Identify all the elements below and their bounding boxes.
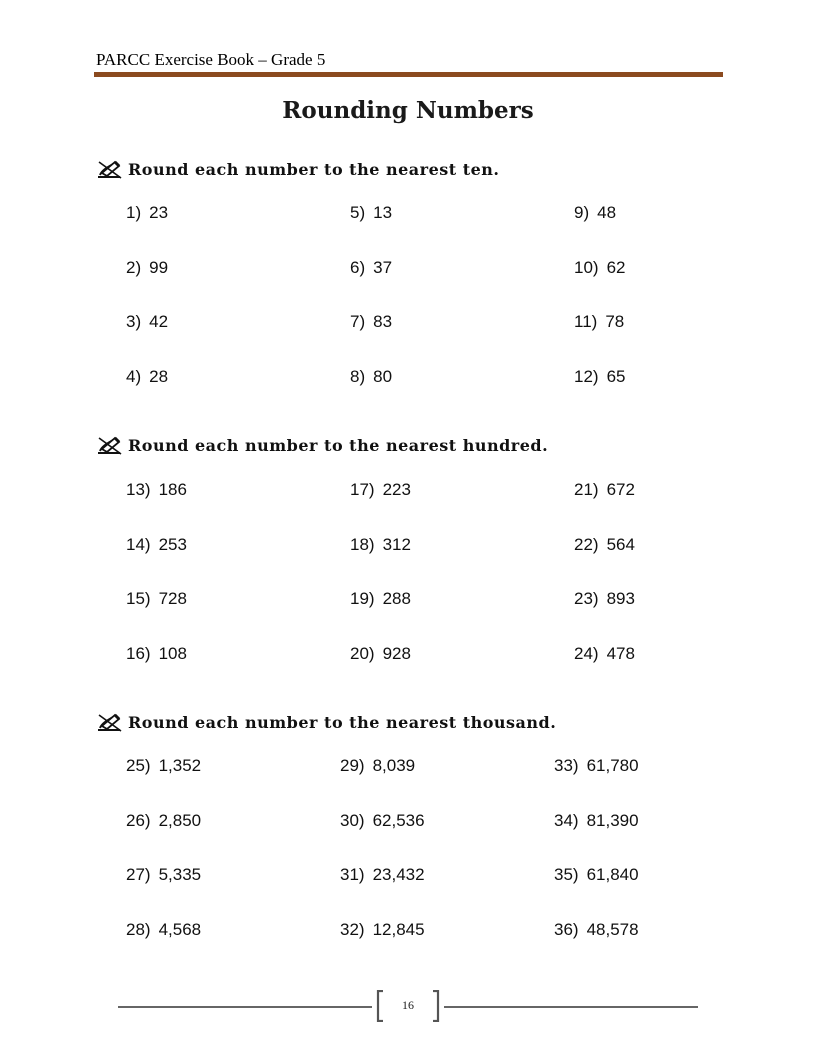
problem-item xyxy=(340,756,415,776)
problem-number: 15) xyxy=(126,589,151,609)
problem-item xyxy=(574,258,626,278)
problem-item xyxy=(574,367,626,387)
problem-item xyxy=(350,312,392,332)
problem-item xyxy=(350,589,411,609)
problem-number: 5) xyxy=(350,203,366,222)
problem-number: 14) xyxy=(126,534,151,554)
header-rule xyxy=(94,72,723,77)
problem-value: 23,432 xyxy=(372,865,425,885)
problem-item xyxy=(350,480,411,500)
problem-item xyxy=(126,480,187,500)
problem-item xyxy=(126,312,168,332)
problem-number: 30) xyxy=(340,810,365,830)
problem-value: 78 xyxy=(605,312,625,332)
problem-value: 13 xyxy=(373,203,393,222)
problem-item xyxy=(574,589,635,609)
header-title: PARCC Exercise Book – Grade 5 xyxy=(96,50,326,69)
problem-item xyxy=(126,589,187,609)
section-heading-text: Round each number to the nearest hundred. xyxy=(128,435,549,455)
problem-value: 564 xyxy=(606,534,635,554)
footer-rule-right xyxy=(444,1006,698,1008)
page-title: Rounding Numbers xyxy=(282,97,534,124)
problem-item xyxy=(554,756,639,776)
problem-number: 10) xyxy=(574,257,599,277)
problem-value: 108 xyxy=(158,644,187,664)
problem-value: 5,335 xyxy=(158,865,202,885)
problem-number: 35) xyxy=(554,865,579,885)
problem-value: 62,536 xyxy=(372,810,425,830)
problem-value: 48 xyxy=(597,203,617,222)
problem-value: 37 xyxy=(373,257,393,277)
problem-number: 25) xyxy=(126,756,151,775)
problem-number: 34) xyxy=(554,810,579,830)
problem-value: 61,780 xyxy=(586,756,639,775)
problem-item xyxy=(350,258,392,278)
problem-number: 26) xyxy=(126,810,151,830)
problem-number: 17) xyxy=(350,480,375,499)
problem-number: 22) xyxy=(574,534,599,554)
problem-number: 32) xyxy=(340,920,365,940)
problem-number: 16) xyxy=(126,644,151,664)
problem-item xyxy=(126,865,201,885)
problem-item xyxy=(574,480,635,500)
problem-item xyxy=(126,258,168,278)
problem-value: 186 xyxy=(158,480,187,499)
problem-item xyxy=(350,203,392,223)
problem-value: 81,390 xyxy=(586,810,639,830)
problem-value: 83 xyxy=(373,312,393,332)
problem-number: 3) xyxy=(126,312,142,332)
problem-item xyxy=(126,644,187,664)
problem-item xyxy=(126,203,168,223)
problem-number: 4) xyxy=(126,367,142,387)
problem-number: 2) xyxy=(126,257,142,277)
problem-value: 223 xyxy=(382,480,411,499)
problem-value: 4,568 xyxy=(158,920,202,940)
problem-item xyxy=(574,312,624,332)
problem-value: 312 xyxy=(382,534,411,554)
problem-value: 99 xyxy=(149,257,169,277)
problem-value: 62 xyxy=(606,257,626,277)
problem-number: 33) xyxy=(554,756,579,775)
problem-number: 27) xyxy=(126,865,151,885)
problem-value: 23 xyxy=(149,203,169,222)
problem-value: 12,845 xyxy=(372,920,425,940)
problem-item xyxy=(554,865,639,885)
problem-value: 928 xyxy=(382,644,411,664)
problem-item xyxy=(554,811,639,831)
right-bracket-icon xyxy=(432,990,440,1022)
problem-value: 48,578 xyxy=(586,920,639,940)
problem-item xyxy=(350,367,392,387)
section-heading-text: Round each number to the nearest ten. xyxy=(128,159,500,179)
problem-item xyxy=(574,535,635,555)
problem-number: 12) xyxy=(574,367,599,387)
problem-number: 9) xyxy=(574,203,590,222)
problem-number: 31) xyxy=(340,865,365,885)
problem-item xyxy=(554,920,639,940)
problem-value: 893 xyxy=(606,589,635,609)
problem-value: 478 xyxy=(606,644,635,664)
problem-item xyxy=(574,644,635,664)
section-heading xyxy=(96,434,548,456)
problem-value: 2,850 xyxy=(158,810,202,830)
problem-value: 80 xyxy=(373,367,393,387)
problem-value: 1,352 xyxy=(158,756,202,775)
problem-number: 11) xyxy=(574,312,598,332)
problem-value: 253 xyxy=(158,534,187,554)
problem-item xyxy=(126,811,201,831)
problem-value: 728 xyxy=(158,589,187,609)
problem-number: 28) xyxy=(126,920,151,940)
problem-value: 28 xyxy=(149,367,169,387)
problem-number: 18) xyxy=(350,534,375,554)
problem-number: 19) xyxy=(350,589,375,609)
problem-item xyxy=(126,756,201,776)
problem-value: 61,840 xyxy=(586,865,639,885)
problem-number: 24) xyxy=(574,644,599,664)
section-heading xyxy=(96,158,499,180)
problem-number: 21) xyxy=(574,480,599,499)
problem-value: 8,039 xyxy=(372,756,416,775)
left-bracket-icon xyxy=(376,990,384,1022)
problem-number: 23) xyxy=(574,589,599,609)
problem-value: 42 xyxy=(149,312,169,332)
problem-item xyxy=(350,535,411,555)
problem-number: 6) xyxy=(350,257,366,277)
pencil-icon xyxy=(96,158,124,180)
problem-value: 672 xyxy=(606,480,635,499)
problem-number: 13) xyxy=(126,480,151,499)
problem-item xyxy=(126,920,201,940)
problem-value: 288 xyxy=(382,589,411,609)
problem-item xyxy=(126,367,168,387)
pencil-icon xyxy=(96,711,124,733)
problem-item xyxy=(340,865,425,885)
problem-item xyxy=(574,203,616,223)
problem-number: 36) xyxy=(554,920,579,940)
problem-number: 20) xyxy=(350,644,375,664)
problem-number: 8) xyxy=(350,367,366,387)
problem-number: 1) xyxy=(126,203,142,222)
problem-item xyxy=(126,535,187,555)
problem-item xyxy=(350,644,411,664)
pencil-icon xyxy=(96,434,124,456)
problem-value: 65 xyxy=(606,367,626,387)
problem-item xyxy=(340,920,425,940)
page-number: 16 xyxy=(402,998,414,1012)
footer-rule-left xyxy=(118,1006,372,1008)
problem-item xyxy=(340,811,425,831)
problem-number: 29) xyxy=(340,756,365,775)
section-heading-text: Round each number to the nearest thousand. xyxy=(128,712,557,732)
problem-number: 7) xyxy=(350,312,366,332)
section-heading xyxy=(96,711,556,733)
